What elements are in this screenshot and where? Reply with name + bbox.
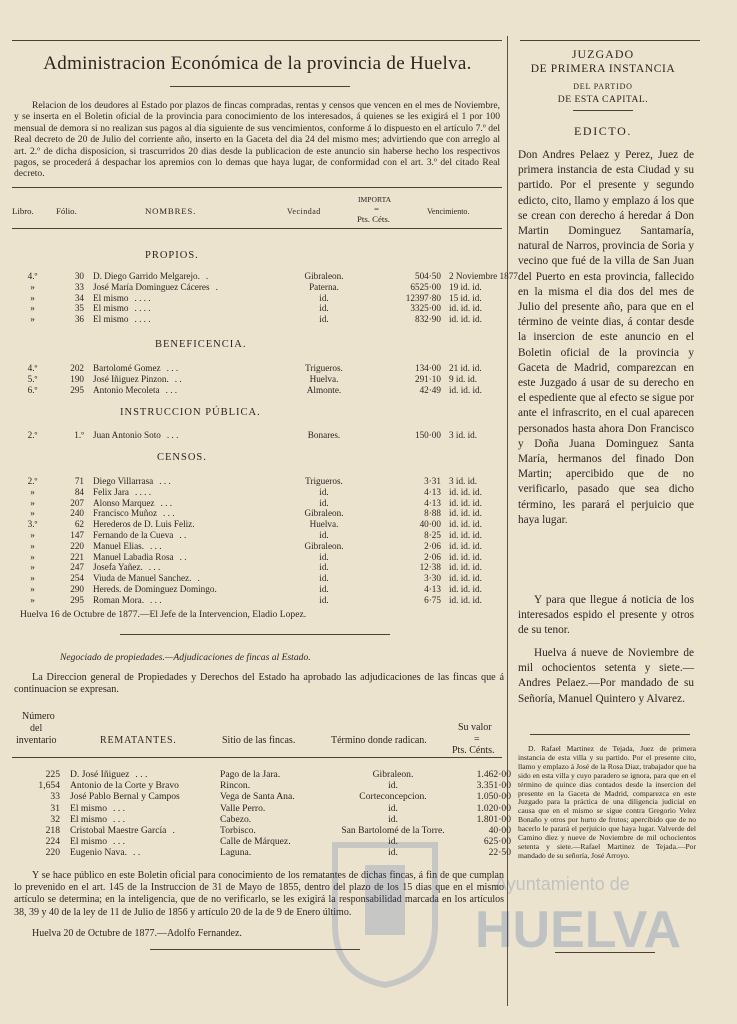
table-row bbox=[12, 363, 482, 374]
cell-libro: » bbox=[30, 508, 35, 519]
cell-libro: » bbox=[30, 573, 35, 584]
nombre-text: Juan Antonio Soto bbox=[93, 430, 161, 440]
table-row bbox=[12, 595, 482, 606]
cell-libro: » bbox=[30, 562, 35, 573]
rematante-text: El mismo bbox=[70, 802, 108, 814]
leader-dots: . . . bbox=[113, 802, 126, 814]
cell-numero: 218 bbox=[45, 825, 60, 837]
right-divider bbox=[530, 734, 690, 735]
cell-vecindad: Huelva. bbox=[309, 373, 339, 384]
rem-col-termino: Término donde radican. bbox=[331, 735, 427, 746]
table-row bbox=[12, 769, 511, 780]
cell-vencimiento: id. id. id. bbox=[449, 583, 482, 594]
leader-dots: . . . bbox=[150, 594, 162, 605]
table-row bbox=[12, 282, 520, 293]
cell-folio: 62 bbox=[74, 519, 84, 530]
cell-vecindad: id. bbox=[319, 573, 329, 584]
cell-termino: Corteconcepcion. bbox=[359, 791, 427, 803]
cell-folio: 33 bbox=[74, 281, 84, 292]
rem-col-inventario: inventario bbox=[16, 735, 57, 746]
cell-folio: 147 bbox=[70, 529, 84, 540]
cell-libro: » bbox=[30, 292, 35, 303]
leader-dots: . . bbox=[133, 847, 141, 859]
cell-vencimiento: id. id. id. bbox=[449, 384, 482, 395]
nombre-text: Manuel Elias. bbox=[93, 540, 145, 551]
table-row bbox=[12, 487, 482, 498]
col-pts: Pts. Céts. bbox=[357, 214, 390, 224]
cell-valor: 22·50 bbox=[488, 847, 511, 859]
col-vecindad: Vecindad bbox=[287, 207, 321, 216]
negociado-title: Negociado de propiedades.—Adjudicaciones de fincas al Estado. bbox=[60, 652, 311, 663]
rematante-text: El mismo bbox=[70, 836, 108, 848]
table-row bbox=[12, 498, 482, 509]
cell-importe: 291·10 bbox=[414, 373, 441, 384]
table-row bbox=[12, 814, 511, 825]
table-row bbox=[12, 430, 477, 441]
cell-vecindad: Almonte. bbox=[306, 384, 342, 395]
cell-vecindad: Gibraleon. bbox=[304, 508, 344, 519]
cell-folio: 295 bbox=[70, 594, 84, 605]
cell-importe: 6·75 bbox=[424, 594, 441, 605]
cell-vecindad: id. bbox=[319, 529, 329, 540]
watermark-wordmark: HUELVA bbox=[475, 901, 682, 959]
cell-libro: » bbox=[30, 540, 35, 551]
rem-col-sitio: Sitio de las fincas. bbox=[222, 735, 296, 746]
nombre-text: Antonio Mecoleta bbox=[93, 384, 160, 395]
leader-dots: . . bbox=[179, 529, 187, 540]
cell-nombre bbox=[91, 552, 275, 563]
cell-libro: » bbox=[30, 303, 35, 314]
cell-vencimiento: id. id. id. bbox=[449, 551, 482, 562]
table-row bbox=[12, 519, 482, 530]
cell-nombre bbox=[91, 519, 275, 530]
cell-importe: 4·13 bbox=[424, 497, 441, 508]
cell-importe: 832·90 bbox=[414, 314, 441, 325]
cell-libro: » bbox=[30, 551, 35, 562]
cell-termino: id. bbox=[388, 847, 398, 859]
nombre-text: Hereds. de Dominguez Domingo. bbox=[93, 583, 217, 594]
cell-nombre bbox=[91, 271, 275, 282]
cell-numero: 32 bbox=[50, 813, 60, 825]
cell-vecindad: id. bbox=[319, 497, 329, 508]
cell-vencimiento: id. id. id. bbox=[449, 486, 482, 497]
cell-libro: » bbox=[30, 497, 35, 508]
cell-numero: 224 bbox=[45, 836, 60, 848]
cell-libro: 4.º bbox=[27, 363, 38, 373]
cell-nombre bbox=[91, 498, 275, 509]
top-rule-right bbox=[520, 40, 700, 41]
cell-folio: 295 bbox=[70, 384, 84, 395]
leader-dots: . bbox=[205, 271, 209, 281]
table-row bbox=[12, 314, 520, 325]
cell-folio: 71 bbox=[74, 476, 84, 486]
leader-dots: . . . bbox=[148, 562, 161, 573]
edicto-body-3: Huelva á nueve de Noviembre de mil ochocientos setenta y siete.—Andres Pelaez.—Por mandado de su Señoría, Manuel Quintero y Alvarez. bbox=[518, 647, 694, 705]
cell-libro: » bbox=[30, 281, 35, 292]
cell-vecindad: id. bbox=[319, 314, 329, 325]
col-importa-eq: = bbox=[374, 204, 379, 214]
direccion-paragraph: La Direccion general de Propiedades y Derechos del Estado ha aprobado las adjudicaciones de las fincas que á continuacion se expresan. bbox=[14, 672, 504, 695]
cell-vencimiento: id. id. id. bbox=[449, 562, 482, 573]
cell-vecindad: Huelva. bbox=[309, 519, 339, 530]
leader-dots: . . . bbox=[165, 384, 178, 395]
cell-vencimiento: id. id. id. bbox=[449, 519, 482, 530]
cell-termino: id. bbox=[388, 802, 398, 814]
cell-vecindad: Gibraleon. bbox=[304, 540, 344, 551]
table-row bbox=[12, 562, 482, 573]
leader-dots: . . . bbox=[113, 836, 126, 848]
cell-valor: 3.351·00 bbox=[476, 780, 511, 792]
rem-header-rule bbox=[12, 757, 502, 758]
edicto-heading: EDICTO. bbox=[574, 124, 632, 138]
cell-libro: » bbox=[30, 529, 35, 540]
cell-folio: 34 bbox=[74, 292, 84, 303]
cell-nombre bbox=[91, 363, 275, 374]
cell-vencimiento: 3 id. id. bbox=[449, 476, 478, 486]
cell-folio: 220 bbox=[70, 540, 84, 551]
leader-dots: . . . bbox=[113, 813, 126, 825]
nombre-text: Bartolomé Gomez bbox=[93, 363, 161, 373]
nombre-text: El mismo bbox=[93, 292, 129, 303]
leader-dots: . . . bbox=[150, 540, 162, 551]
nombre-text: José María Dominguez Cáceres bbox=[93, 281, 210, 292]
leader-dots: . . bbox=[179, 551, 187, 562]
nombre-text: El mismo bbox=[93, 303, 129, 314]
page-title: Administracion Económica de la provincia de Huelva. bbox=[43, 53, 472, 74]
rematante-text: El mismo bbox=[70, 813, 108, 825]
cell-numero: 31 bbox=[50, 802, 60, 814]
closing-paragraph: Y se hace público en este Boletin oficial para conocimiento de los rematantes de dichas fincas, á fin de que cumplan lo prevenido en el art. 145 de la Instruccion de 31 de Mayo de 1855, dentro del plazo de los 15 dias que en el mismo artículo se determina; en la inteligencia, que de no verificarlo, se les exigirá la responsabilidad marcada en los artículos 38, 39 y 40 de la ley de 11 de Julio de 1856 y artículo 20 de la de 9 de Enero último. bbox=[14, 870, 504, 918]
cell-rematante bbox=[70, 780, 220, 791]
cell-sitio: Torbisco. bbox=[220, 825, 256, 837]
cell-folio: 1.º bbox=[74, 430, 84, 440]
cell-folio: 207 bbox=[70, 497, 84, 508]
rem-col-rematantes: REMATANTES. bbox=[100, 735, 177, 746]
cell-valor: 1.050·00 bbox=[476, 791, 511, 803]
col-folio: Fólio. bbox=[56, 206, 77, 216]
nombre-text: José Iñiguez Pinzon. bbox=[93, 373, 169, 384]
header-bottom-rule bbox=[12, 228, 502, 229]
cell-folio: 240 bbox=[70, 508, 84, 519]
cell-libro: 4.º bbox=[27, 271, 38, 281]
section-title: BENEFICENCIA. bbox=[155, 339, 247, 350]
rem-col-del: del bbox=[30, 723, 43, 734]
cell-termino: id. bbox=[388, 780, 398, 792]
table-row bbox=[12, 476, 482, 487]
cell-sitio: Cabezo. bbox=[220, 813, 252, 825]
cell-vecindad: id. bbox=[319, 303, 329, 314]
cell-importe: 150·00 bbox=[414, 430, 441, 440]
cell-folio: 290 bbox=[70, 583, 84, 594]
cell-numero: 220 bbox=[45, 847, 60, 859]
cell-nombre bbox=[91, 430, 275, 441]
rematante-text: Cristobal Maestre García bbox=[70, 825, 167, 837]
table-propios bbox=[12, 271, 520, 325]
cell-libro: » bbox=[30, 486, 35, 497]
cell-importe: 8·88 bbox=[424, 508, 441, 519]
cell-nombre bbox=[91, 530, 275, 541]
cell-sitio: Vega de Santa Ana. bbox=[220, 791, 295, 803]
table-row bbox=[12, 573, 482, 584]
table-row bbox=[12, 271, 520, 282]
cell-folio: 84 bbox=[74, 486, 84, 497]
cell-vencimiento: id. id. id. bbox=[449, 497, 482, 508]
cell-rematante bbox=[70, 814, 220, 825]
cell-sitio: Valle Perro. bbox=[220, 802, 266, 814]
rematante-text: Eugenio Nava. bbox=[70, 847, 128, 859]
cell-libro: » bbox=[30, 594, 35, 605]
cell-sitio: Rincon. bbox=[220, 780, 251, 792]
cell-valor: 1.462·00 bbox=[476, 769, 511, 780]
cell-libro: » bbox=[30, 583, 35, 594]
nombre-text: Fernando de la Cueva bbox=[93, 529, 174, 540]
cell-folio: 35 bbox=[74, 303, 84, 314]
cell-importe: 12397·80 bbox=[405, 292, 441, 303]
cell-sitio: Laguna. bbox=[220, 847, 252, 859]
section-divider bbox=[120, 634, 390, 635]
signature-propiedades: Huelva 20 de Octubre de 1877.—Adolfo Fernandez. bbox=[32, 928, 242, 939]
nombre-text: Alonso Marquez bbox=[93, 497, 155, 508]
title-underline bbox=[170, 86, 350, 87]
cell-vecindad: id. bbox=[319, 594, 329, 605]
cell-folio: 254 bbox=[70, 573, 84, 584]
cell-nombre bbox=[91, 282, 275, 293]
watermark-small: Ayuntamiento de bbox=[495, 874, 630, 894]
cell-folio: 36 bbox=[74, 314, 84, 325]
cell-valor: 40·00 bbox=[488, 825, 511, 837]
cell-importe: 42·49 bbox=[419, 384, 441, 395]
cell-importe: 2·06 bbox=[424, 540, 441, 551]
leader-dots: . . . bbox=[166, 363, 179, 373]
rematante-text: D. José Iñiguez bbox=[70, 769, 130, 780]
cell-vencimiento: id. id. id. bbox=[449, 529, 482, 540]
cell-numero: 225 bbox=[45, 769, 60, 780]
section-title: CENSOS. bbox=[157, 452, 207, 463]
cell-libro: 2.º bbox=[27, 476, 38, 486]
cell-valor: 625·00 bbox=[483, 836, 511, 848]
table-instruccion bbox=[12, 430, 477, 441]
cell-rematante bbox=[70, 769, 220, 780]
cell-vecindad: Trigueros. bbox=[305, 363, 343, 373]
cell-vencimiento: id. id. id. bbox=[449, 540, 482, 551]
leader-dots: . bbox=[197, 573, 200, 584]
table-row bbox=[12, 303, 520, 314]
del-partido: DEL PARTIDO bbox=[573, 82, 633, 91]
rem-col-eq: = bbox=[474, 734, 480, 745]
top-rule bbox=[12, 40, 502, 41]
rem-col-valor: Su valor bbox=[458, 722, 492, 733]
table-censos bbox=[12, 476, 482, 606]
cell-rematante bbox=[70, 825, 220, 836]
cell-sitio: Pago de la Jara. bbox=[220, 769, 281, 780]
cell-vecindad: id. bbox=[319, 551, 329, 562]
leader-dots: . bbox=[215, 281, 218, 292]
table-row bbox=[12, 552, 482, 563]
leader-dots: . . bbox=[174, 373, 182, 384]
municipal-watermark bbox=[325, 835, 725, 995]
table-row bbox=[12, 780, 511, 791]
cell-folio: 247 bbox=[70, 562, 84, 573]
section-title: INSTRUCCION PÚBLICA. bbox=[120, 407, 261, 418]
cell-importe: 134·00 bbox=[414, 363, 441, 373]
col-importa: IMPORTA bbox=[358, 195, 392, 204]
table-row bbox=[12, 803, 511, 814]
nombre-text: El mismo bbox=[93, 314, 129, 325]
table-row bbox=[12, 293, 520, 304]
col-vencimiento: Vencimiento. bbox=[427, 207, 470, 216]
cell-termino: Gibraleon. bbox=[372, 769, 414, 780]
cell-termino: San Bartolomé de la Torre. bbox=[341, 825, 445, 837]
cell-libro: 2.º bbox=[27, 430, 38, 440]
cell-nombre bbox=[91, 314, 275, 325]
cell-sitio: Calle de Márquez. bbox=[220, 836, 291, 848]
cell-folio: 190 bbox=[70, 373, 84, 384]
col-libro: Libro. bbox=[12, 206, 34, 216]
cell-folio: 30 bbox=[74, 271, 84, 281]
juzgado-heading: JUZGADO bbox=[571, 47, 635, 61]
second-edicto: D. Rafael Martinez de Tejada, Juez de primera instancia de esta villa y su partido. Por el presente cito, llamo y emplazo á José de la Rosa Diaz, trabajador que ha sido en esta villa y cuyo paradero se ignora, para que en el término de quince dias contados desde la insercion del presente en la Gaceta de Madrid, comparezca en este Juzgado para la práctica de una diligencia judicial en causa que en el mismo se sigue contra Gregorio Velez Bonaño y otros por hurto de frutos; apercibido que de no hacerlo le parará el perjuicio que haya lugar. Valverde del Camino diez y nueve de Noviembre de mil ochocientos setenta y siete.—Rafael Martinez de Tejada.—Por mandado de su señoría, José Arroyo. bbox=[518, 744, 696, 860]
table-row bbox=[12, 791, 511, 802]
cell-termino: id. bbox=[388, 813, 398, 825]
cell-valor: 1.020·00 bbox=[476, 802, 511, 814]
cell-numero: 1,654 bbox=[38, 780, 60, 792]
nombre-text: Manuel Labadia Rosa bbox=[93, 551, 174, 562]
cell-vencimiento: 9 id. id. bbox=[449, 373, 478, 384]
cell-vecindad: id. bbox=[319, 486, 329, 497]
nombre-text: D. Diego Garrido Melgarejo. bbox=[93, 271, 200, 281]
leader-dots: . . . bbox=[160, 497, 172, 508]
header-top-rule bbox=[12, 187, 502, 188]
cell-importe: 4·13 bbox=[424, 486, 441, 497]
cell-vecindad: Gibraleon. bbox=[304, 271, 344, 281]
cell-importe: 12·38 bbox=[419, 562, 441, 573]
cell-vecindad: id. bbox=[319, 583, 329, 594]
cell-libro: » bbox=[30, 314, 35, 325]
cell-vencimiento: id. id. id. bbox=[449, 594, 482, 605]
cell-importe: 4·13 bbox=[424, 583, 441, 594]
cell-libro: 3.º bbox=[27, 519, 38, 530]
leader-dots: . . . bbox=[166, 430, 179, 440]
rematante-text: José Pablo Bernal y Campos bbox=[70, 791, 180, 803]
table-beneficencia bbox=[12, 363, 482, 395]
leader-dots: . . . . bbox=[134, 292, 151, 303]
edicto-body: Don Andres Pelaez y Perez, Juez de primera instancia de esta Ciudad y su partido. Por el presente y segundo edicto, cito, llamo y emplazo á los que se crean con derecho á heredar á Don Martin Dominguez Santamaría, natural de Narros, provincia de Soria y vecino que fué de la villa de San Juan del Puerto en esta provincia, fallecido en la misma el dia dos del mes de Julio del presente año, para que en el término de veinte dias, á contar desde la insercion de este anuncio en el Boletin oficial de la provincia y Gaceta de Madrid, comparezcan en este Juzgado á usar de su derecho en el espediente que al efecto se sigue por ante el infrascrito, en el cual aparecen personados hasta ahora Don Francisco y Doña Juana Dominguez Santa María, hermanos del finado Don Martin; apercibido que de no verificarlo, pasado que sea dicho término, les parará el perjuicio que haya lugar. bbox=[518, 149, 694, 526]
cell-folio: 202 bbox=[70, 363, 84, 373]
cell-valor: 1.801·00 bbox=[476, 813, 511, 825]
signature-intervencion: Huelva 16 de Octubre de 1877.—El Jefe de la Intervencion, Eladio Lopez. bbox=[20, 609, 307, 620]
leader-dots: . . . . bbox=[134, 303, 151, 314]
table-row bbox=[12, 530, 482, 541]
cell-importe: 3·30 bbox=[424, 573, 441, 584]
cell-importe: 3·31 bbox=[424, 476, 441, 486]
cell-nombre bbox=[91, 385, 275, 396]
nombre-text: Francisco Muñoz bbox=[93, 508, 158, 519]
cell-vencimiento: 2 Noviembre 1877. bbox=[449, 271, 521, 281]
cell-nombre bbox=[91, 508, 275, 519]
leader-dots: . . . . bbox=[134, 486, 152, 497]
cell-vencimiento: 15 id. id. bbox=[449, 292, 482, 303]
rematante-text: Antonio de la Corte y Bravo bbox=[70, 780, 179, 792]
leader-dots: . . . . bbox=[134, 314, 151, 325]
edicto-body-2: Y para que llegue á noticia de los interesados espido el presente y otros de su tenor. bbox=[518, 594, 694, 637]
section-title: PROPIOS. bbox=[145, 250, 199, 261]
cell-rematante bbox=[70, 803, 220, 814]
cell-vecindad: id. bbox=[319, 292, 329, 303]
cell-vencimiento: 21 id. id. bbox=[449, 363, 482, 373]
cell-nombre bbox=[91, 476, 275, 487]
leader-dots: . bbox=[172, 825, 175, 837]
cell-folio: 221 bbox=[70, 551, 84, 562]
nombre-text: Josefa Yañez. bbox=[93, 562, 143, 573]
cell-vencimiento: 19 id. id. bbox=[449, 281, 482, 292]
cell-libro: 6.º bbox=[27, 384, 38, 395]
cell-vencimiento: id. id. id. bbox=[449, 573, 482, 584]
intro-paragraph: Relacion de los deudores al Estado por plazos de fincas compradas, rentas y censos que vencen en el mes de Noviembre, y se inserta en el Boletin oficial de la provincia para conocimiento de los interesados, á quienes se les exigirá el 1 por 100 mensual de demora si no realizan sus pagos al dia siguiente de sus vencimientos, conforme á lo dispuesto en el artículo 7.º del Real decreto de 20 de Julio del corriente año, inserto en la Gaceta del dia 24 del mismo mes; advirtiendo que con arreglo al art. 2.º de dicha disposicion, si trascurridos 20 dias desde la publicacion de este anuncio sin haberse hecho los respectivos pagos, se procederá á despachar los apremios con lo demas que haya lugar, de conformidad con el art. 3.º del citado Real decreto. bbox=[14, 100, 500, 180]
cell-nombre bbox=[91, 303, 275, 314]
primera-instancia-heading: DE PRIMERA INSTANCIA bbox=[530, 63, 676, 75]
cell-nombre bbox=[91, 487, 275, 498]
cell-nombre bbox=[91, 573, 275, 584]
cell-vecindad: Trigueros. bbox=[305, 476, 343, 486]
cell-libro: 5.º bbox=[27, 373, 38, 384]
table-row bbox=[12, 385, 482, 396]
leader-dots: . . . bbox=[163, 508, 175, 519]
table-row bbox=[12, 541, 482, 552]
cell-importe: 2·06 bbox=[424, 551, 441, 562]
cell-importe: 40·00 bbox=[419, 519, 441, 530]
cell-nombre bbox=[91, 562, 275, 573]
rem-col-pts: Pts. Cénts. bbox=[452, 745, 495, 756]
cell-numero: 33 bbox=[50, 791, 60, 803]
table-row bbox=[12, 508, 482, 519]
cell-vecindad: id. bbox=[319, 562, 329, 573]
cell-vencimiento: 3 id. id. bbox=[449, 430, 478, 440]
cell-nombre bbox=[91, 293, 275, 304]
cell-vecindad: Bonares. bbox=[307, 430, 341, 440]
cell-vencimiento: id. id. id. bbox=[449, 508, 482, 519]
nombre-text: Herederos de D. Luis Feliz. bbox=[93, 519, 195, 530]
cell-vencimiento: id. id. id. bbox=[449, 303, 482, 314]
cell-rematante bbox=[70, 791, 220, 802]
cell-nombre bbox=[91, 541, 275, 552]
cell-nombre bbox=[91, 374, 275, 385]
nombre-text: Roman Mora. bbox=[93, 594, 145, 605]
cell-importe: 3325·00 bbox=[410, 303, 441, 314]
right-short-rule bbox=[573, 110, 633, 111]
cell-importe: 8·25 bbox=[424, 529, 441, 540]
leader-dots: . . . bbox=[135, 769, 148, 780]
rem-col-numero: Número bbox=[22, 711, 55, 722]
cell-rematante bbox=[70, 836, 220, 847]
capital-heading: DE ESTA CAPITAL. bbox=[557, 94, 649, 105]
cell-termino: id. bbox=[388, 836, 398, 848]
leader-dots: . . . bbox=[159, 476, 171, 486]
nombre-text: Diego Villarrasa bbox=[93, 476, 154, 486]
col-nombres: NOMBRES. bbox=[145, 206, 197, 216]
cell-importe: 504·50 bbox=[414, 271, 441, 281]
nombre-text: Felix Jara bbox=[93, 486, 129, 497]
cell-rematante bbox=[70, 847, 220, 858]
cell-vencimiento: id. id. id. bbox=[449, 314, 482, 325]
cell-vecindad: Paterna. bbox=[309, 281, 339, 292]
table-row bbox=[12, 374, 482, 385]
cell-nombre bbox=[91, 595, 275, 606]
cell-importe: 6525·00 bbox=[410, 281, 441, 292]
cell-nombre bbox=[91, 584, 275, 595]
nombre-text: Viuda de Manuel Sanchez. bbox=[93, 573, 192, 584]
table-row bbox=[12, 584, 482, 595]
